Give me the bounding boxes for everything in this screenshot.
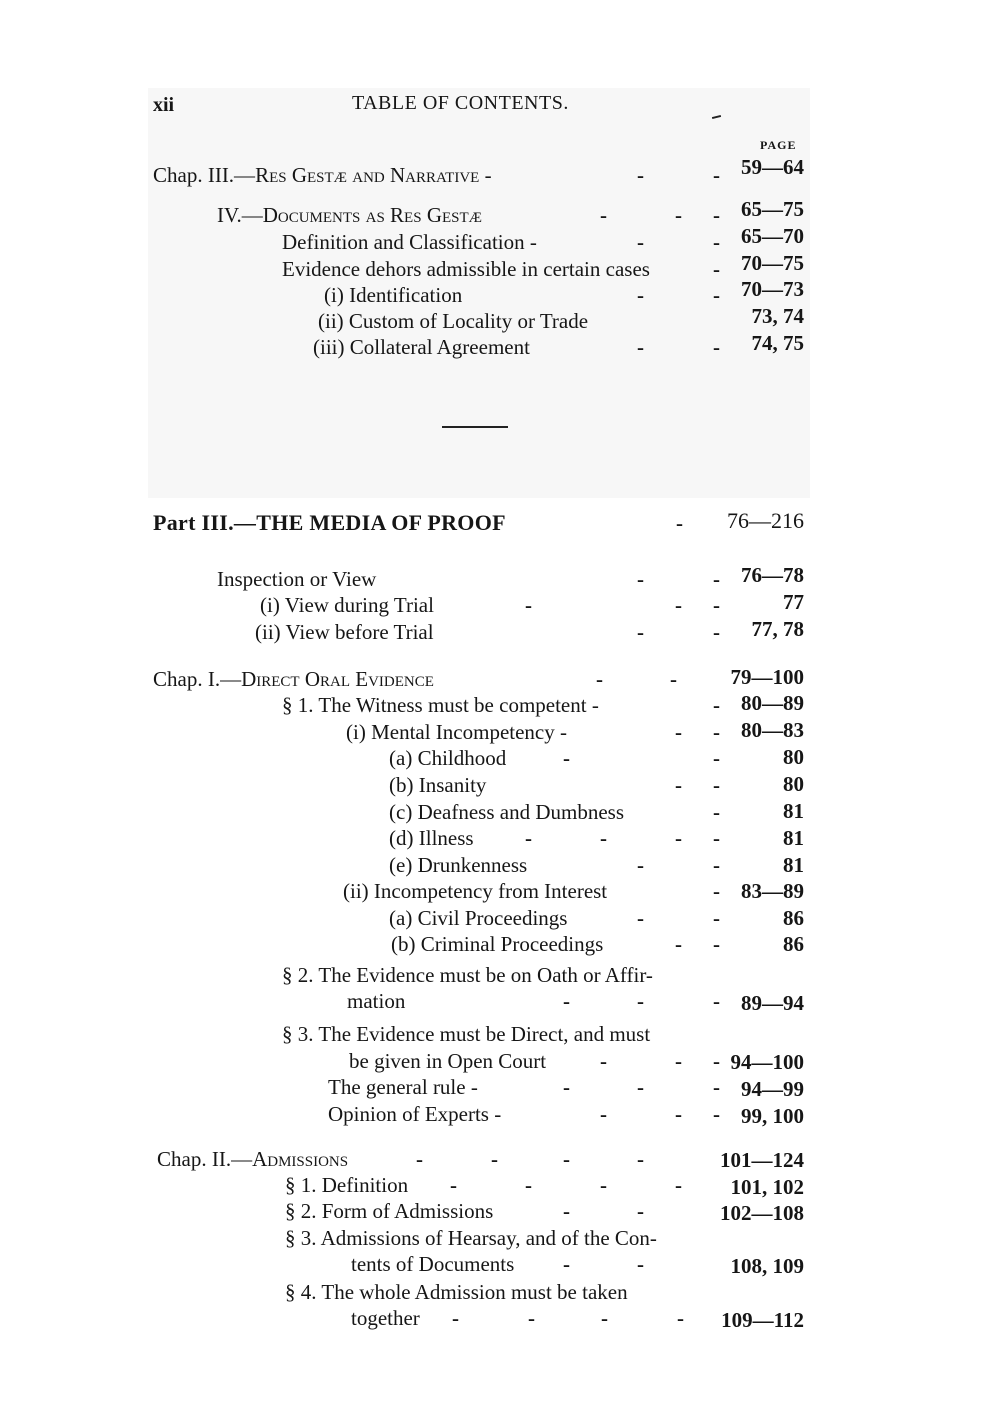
toc-entry: Evidence dehors admissible in certain cases: [282, 257, 650, 281]
leader-dash: -: [563, 1199, 570, 1223]
toc-entry: (ii) View before Trial: [255, 620, 434, 644]
toc-entry: Chap. II.—Admissions: [157, 1147, 349, 1171]
leader-dash: -: [637, 230, 644, 254]
toc-entry: (b) Criminal Proceedings: [391, 932, 604, 956]
toc-entry: (a) Childhood: [389, 746, 507, 770]
toc-entry: The general rule -: [328, 1075, 478, 1099]
leader-dash: -: [713, 335, 720, 359]
page-ref: 86: [783, 906, 804, 930]
leader-dash: -: [675, 826, 682, 850]
scan-shading: [148, 88, 810, 498]
leader-dash: -: [675, 1049, 682, 1073]
leader-dash: -: [525, 826, 532, 850]
leader-dash: -: [637, 989, 644, 1013]
leader-dash: -: [675, 1173, 682, 1197]
toc-entry: (iii) Collateral Agreement: [313, 335, 530, 359]
toc-entry: Chap. I.—Direct Oral Evidence: [153, 667, 434, 691]
leader-dash: -: [637, 1075, 644, 1099]
part-heading: Part III.—THE MEDIA OF PROOF: [153, 510, 506, 535]
leader-dash: -: [713, 773, 720, 797]
leader-dash: -: [713, 1049, 720, 1073]
leader-dash: -: [637, 1252, 644, 1276]
page-ref: 79—100: [730, 665, 804, 689]
page-ref: 65—70: [741, 224, 804, 248]
page-column-heading: PAGE: [760, 138, 797, 152]
leader-dash: -: [637, 620, 644, 644]
leader-dash: -: [713, 800, 720, 824]
page-ref: 101, 102: [730, 1175, 804, 1199]
toc-entry-continuation: together: [351, 1306, 420, 1330]
toc-entry-continuation: mation: [347, 989, 406, 1013]
toc-entry: § 1. The Witness must be competent -: [282, 693, 599, 717]
leader-dash: -: [713, 826, 720, 850]
leader-dash: -: [637, 906, 644, 930]
leader-dash: -: [450, 1173, 457, 1197]
leader-dash: -: [601, 1306, 608, 1330]
leader-dash: -: [713, 1075, 720, 1099]
page-ref: 80: [783, 745, 804, 769]
leader-dash: -: [525, 593, 532, 617]
page-ref: 80: [783, 772, 804, 796]
page-ref: 77, 78: [751, 617, 804, 641]
toc-entry-continuation: be given in Open Court: [349, 1049, 547, 1073]
leader-dash: -: [675, 720, 682, 744]
leader-dash: -: [713, 1102, 720, 1126]
leader-dash: -: [713, 879, 720, 903]
toc-entry: (i) Identification: [324, 283, 463, 307]
toc-entry-continuation: tents of Documents: [351, 1252, 515, 1276]
leader-dash: -: [637, 283, 644, 307]
toc-entry: (a) Civil Proceedings: [389, 906, 568, 930]
page-ref: 65—75: [741, 197, 804, 221]
page-ref: 102—108: [720, 1201, 804, 1225]
leader-dash: -: [528, 1306, 535, 1330]
toc-entry: § 2. Form of Admissions: [285, 1199, 494, 1223]
toc-entry: Opinion of Experts -: [328, 1102, 502, 1126]
leader-dash: -: [675, 203, 682, 227]
toc-entry: (c) Deafness and Dumbness: [389, 800, 625, 824]
leader-dash: -: [600, 826, 607, 850]
page-ref: 73, 74: [751, 304, 804, 328]
page-ref: 76—78: [741, 563, 804, 587]
leader-dash: -: [637, 335, 644, 359]
page-ref: 99, 100: [741, 1104, 804, 1128]
toc-entry: (d) Illness: [389, 826, 474, 850]
leader-dash: -: [525, 1173, 532, 1197]
page-ref: 77: [783, 590, 804, 614]
toc-entry: § 3. The Evidence must be Direct, and must: [282, 1022, 651, 1046]
leader-dash: -: [670, 667, 677, 691]
leader-dash: -: [713, 230, 720, 254]
page-ref: 80—83: [741, 718, 804, 742]
leader-dash: -: [713, 720, 720, 744]
toc-entry: § 4. The whole Admission must be taken: [285, 1280, 628, 1304]
leader-dash: -: [675, 593, 682, 617]
leader-dash: -: [491, 1147, 498, 1171]
running-title: TABLE OF CONTENTS.: [352, 92, 569, 114]
leader-dash: -: [563, 989, 570, 1013]
page-ref: 94—99: [741, 1077, 804, 1101]
leader-dash: -: [637, 1199, 644, 1223]
leader-dash: -: [675, 932, 682, 956]
toc-entry: Definition and Classification -: [282, 230, 537, 254]
leader-dash: -: [713, 163, 720, 187]
leader-dash: -: [675, 1102, 682, 1126]
toc-entry: (ii) Incompetency from Interest: [343, 879, 608, 903]
toc-entry: (ii) Custom of Locality or Trade: [318, 309, 589, 333]
leader-dash: -: [713, 693, 720, 717]
page-ref: 109—112: [721, 1308, 804, 1332]
toc-entry: § 2. The Evidence must be on Oath or Affir-: [282, 963, 653, 987]
toc-entry: Chap. III.—Res Gestæ and Narrative -: [153, 163, 492, 187]
leader-dash: -: [600, 1049, 607, 1073]
leader-dash: -: [713, 746, 720, 770]
page-ref: 70—75: [741, 251, 804, 275]
leader-dash: -: [416, 1147, 423, 1171]
page-ref: 94—100: [730, 1050, 804, 1074]
leader-dash: -: [676, 511, 683, 535]
section-divider: [442, 426, 508, 428]
leader-dash: -: [713, 567, 720, 591]
toc-entry: IV.—Documents as Res Gestæ: [217, 203, 482, 227]
toc-entry: (b) Insanity: [389, 773, 487, 797]
leader-dash: -: [563, 1075, 570, 1099]
leader-dash: -: [452, 1306, 459, 1330]
leader-dash: -: [713, 853, 720, 877]
page-ref: 108, 109: [730, 1254, 804, 1278]
leader-dash: -: [637, 853, 644, 877]
leader-dash: -: [675, 773, 682, 797]
leader-dash: -: [563, 746, 570, 770]
page-ref: 86: [783, 932, 804, 956]
page-ref: 74, 75: [751, 331, 804, 355]
leader-dash: -: [713, 257, 720, 281]
page-ref: 70—73: [741, 277, 804, 301]
leader-dash: -: [563, 1147, 570, 1171]
toc-entry: Inspection or View: [217, 567, 377, 591]
leader-dash: -: [713, 593, 720, 617]
leader-dash: -: [713, 906, 720, 930]
toc-entry: § 3. Admissions of Hearsay, and of the Con-: [285, 1226, 657, 1250]
leader-dash: -: [563, 1252, 570, 1276]
leader-dash: -: [600, 1102, 607, 1126]
leader-dash: -: [713, 989, 720, 1013]
leader-dash: -: [713, 203, 720, 227]
folio-number: xii: [153, 94, 175, 116]
toc-entry: § 1. Definition: [285, 1173, 409, 1197]
leader-dash: -: [637, 567, 644, 591]
page-ref: 80—89: [741, 691, 804, 715]
leader-dash: -: [713, 283, 720, 307]
leader-dash: -: [637, 1147, 644, 1171]
leader-dash: -: [600, 203, 607, 227]
toc-entry: (i) Mental Incompetency -: [346, 720, 567, 744]
page-ref: 81: [783, 853, 804, 877]
toc-entry: (e) Drunkenness: [389, 853, 528, 877]
leader-dash: -: [677, 1306, 684, 1330]
page-ref: 81: [783, 799, 804, 823]
page-ref: 83—89: [741, 879, 804, 903]
leader-dash: -: [637, 163, 644, 187]
toc-entry: (i) View during Trial: [260, 593, 434, 617]
leader-dash: -: [596, 667, 603, 691]
leader-dash: -: [600, 1173, 607, 1197]
page-ref: 89—94: [741, 991, 804, 1015]
leader-dash: -: [713, 620, 720, 644]
page-ref: 76—216: [727, 508, 804, 533]
page-ref: 59—64: [741, 155, 804, 179]
page-ref: 81: [783, 826, 804, 850]
leader-dash: -: [713, 932, 720, 956]
page-ref: 101—124: [720, 1148, 804, 1172]
